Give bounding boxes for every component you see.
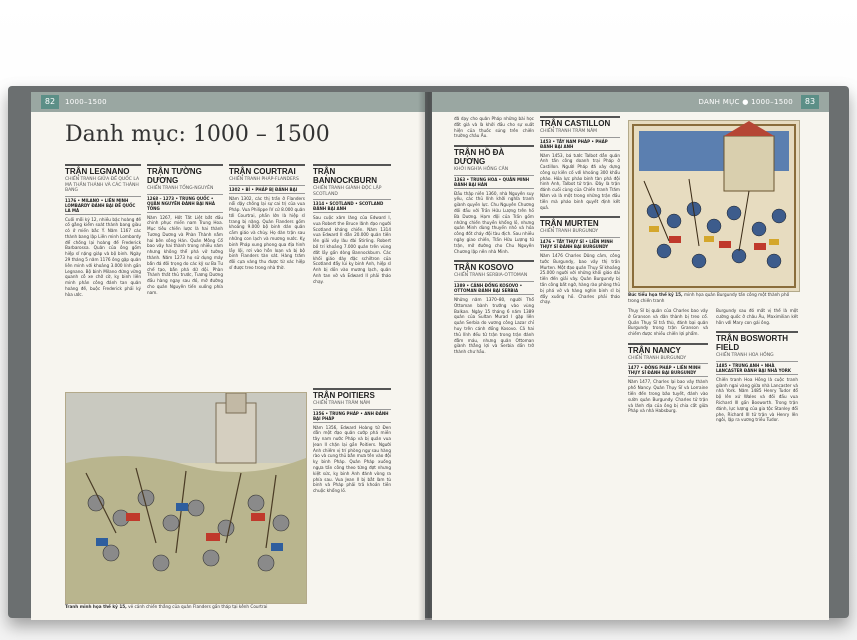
entry-body: Cuối mỗi kỷ 12, nhiều bậc hoàng đế cố gắng kiểm soát thành bang giàu có ở miền bắc Ý. Năm 1167 các thành bang lập Liên minh Lombardy để chống lại hoàng đế Frederick Barbarossa. Quân của ông gồm hiệp sĩ nặng giáp và bộ binh. Ngày 29 tháng 5 năm 1176 ông gặp quân liên minh với khoảng 3.000 lính gần Legnano. Bộ binh Milano đứng vững quanh cỗ xe chở cờ, kỵ binh liên minh phản công đánh tan quân hoàng đế, buộc Frederick phải ký hòa ước. <box>65 216 141 297</box>
entry-body: Những năm 1370–80, người Thổ Ottoman bành trướng vào vùng Balkan. Ngày 15 tháng 6 năm 1389 quân của Sultan Murad I gặp liên quân Serbia do vương công Lazar chỉ huy trên cánh đồng Kosovo. Cả hai thủ lĩnh đều tử trận trong trận đánh đẫm máu, nhưng quân Ottoman giành thắng lợi và Serbia dần trở thành chư hầu. <box>454 296 534 355</box>
manuscript-illustration-right <box>628 120 800 292</box>
left-column-4 <box>313 164 391 384</box>
battle-illustration-left <box>65 392 307 604</box>
entry-body: Đầu thập niên 1360, nhà Nguyên suy yếu, các thủ lĩnh khởi nghĩa tranh giành quyền lực. Chu Nguyên Chương đối đầu với Trần Hữu Lượng trên hồ Bà Dương. Hạm đội của Trần gồm những chiến thuyền khổng lồ, nhưng quân Minh dùng thuyền nhỏ và hỏa công đốt cháy đội tàu địch. Sau nhiều ngày giao chiến, Trần Hữu Lượng tử trận, mở đường cho Chu Nguyên Chương lập nên nhà Minh. <box>454 190 534 254</box>
caption-lead: Bức tiểu họa thế kỷ 15, <box>628 292 683 297</box>
entry-subtitle: CHIẾN TRANH SERBIA-OTTOMAN <box>454 273 528 279</box>
entry-body: Năm 1356, Edward Hoàng tử Đen dẫn một đạo quân cướp phá miền tây nam nước Pháp và bị quân vua Jean II chặn lại gần Poitiers. Người Anh chiếm vị trí phòng ngự sau hàng rào và cung thủ bắn mưa tên vào đội kỵ binh Pháp. Quân Pháp xuống ngựa tấn công theo từng đợt nhưng kiệt sức, kỵ binh Anh đánh vòng ra phía sau. Vua Jean II bị bắt làm tù binh và Pháp phải trả khoản tiền chuộc khổng lồ. <box>313 424 391 494</box>
entry-title: TRẬN BANNOCKBURN <box>313 164 391 185</box>
entry-subtitle: CHIẾN TRANH TRĂM NĂM <box>540 129 598 134</box>
entry-subtitle: CHIẾN TRANH BURGUNDY <box>540 229 599 235</box>
right-image-caption <box>628 292 798 303</box>
entry-subtitle: CHIẾN TRANH TỐNG-NGUYÊN <box>147 186 214 191</box>
entry-title: TRẬN HỒ ĐÀ DƯƠNG <box>454 145 534 166</box>
entry-body: Chiến tranh Hoa Hồng là cuộc tranh giành ngai vàng giữa nhà Lancaster và nhà York. Năm 1485 Henry Tudor đổ bộ lên xứ Wales và đối đầu vua Richard III gần Bosworth. Trong trận đánh, lực lượng của gia tộc Stanley đổi phe, Richard III tử trận và Henry lên ngôi, lập ra vương triều Tudor. <box>716 376 798 423</box>
entry-body: Sau cuộc xâm lăng của Edward I, vua Robert the Bruce lãnh đạo người Scotland kháng chiến. Năm 1314 vua Edward II dẫn 20.000 quân tiến lên giải vây lâu đài Stirling. Robert bố trí khoảng 7.000 quân trên vùng đất lầy gần dòng Bannockburn. Các khối giáo dày đặc schiltron của Scotland đẩy lùi kỵ binh Anh, hiệp sĩ Anh bị dồn vào mương lạch, quân Anh tan vỡ và Edward II phải tháo chạy. <box>313 215 391 284</box>
entry-meta: 1268 – 1273 • TRUNG QUỐC • QUÂN NGUYÊN ĐÁNH BẠI NHÀ TỐNG <box>147 194 223 213</box>
continued-text: Thụy Sĩ bị quân của Charles bao vây ở Granson và dân thành bị treo cổ. Quân Thụy Sĩ trả thù, đánh bại quân Burgundy trong trận Granson và chiếm được nhiều chiến lợi phẩm. <box>628 308 708 337</box>
entry-subtitle: CHIẾN TRANH GIỮA ĐẾ QUỐC LA MÃ THẦN THÁNH VÀ CÁC THÀNH BANG <box>65 177 140 193</box>
entry-body: Năm 1477, Charles lại bao vây thành phố Nancy. Quân Thụy Sĩ và Lorraine tiến đến trong bão tuyết, đánh vào sườn quân Burgundy. Charles tử trận và lãnh địa của ông bị chia cắt giữa Pháp và nhà Habsburg. <box>628 379 708 414</box>
battle-scene-icon <box>66 393 306 603</box>
entry-body: Năm 1453, bá tước Talbot dẫn quân Anh tấn công doanh trại Pháp ở Castillon. Người Pháp đã xây dựng công sự kiên cố với khoảng 300 khẩu pháo. Hỏa lực pháo binh tàn phá đội hình Anh, Talbot tử trận. Đây là trận đánh cuối cùng của Chiến tranh Trăm Năm và là một trong những trận đầu tiên mà pháo binh quyết định kết quả. <box>540 152 620 210</box>
entry-tuong-duong <box>147 164 223 296</box>
continued-text: đã dạy cho quân Pháp những bài học đắt giá và là khởi đầu cho sự xuất hiện của thuốc súng trên chiến trường châu Âu. <box>454 116 534 139</box>
entry-subtitle: CHIẾN TRANH PHÁP-FLANDERS <box>229 177 299 182</box>
left-page-number: 82 <box>41 95 59 109</box>
entry-ho-da-duong <box>454 145 534 254</box>
entry-meta: 1477 • ĐÔNG PHÁP • LIÊN MINH THỤY SĨ ĐÁNH BẠI BURGUNDY <box>628 363 708 377</box>
entry-meta: 1389 • CÁNH ĐỒNG KOSOVO • OTTOMAN ĐÁNH BẠI SERBIA <box>454 281 534 295</box>
page-title: Danh mục: 1000 – 1500 <box>65 122 330 147</box>
left-page <box>31 92 425 620</box>
entry-courtrai <box>229 164 305 271</box>
entry-meta: 1176 • MILANO • LIÊN MINH LOMBARDY ĐÁNH BẠI ĐẾ QUỐC LA MÃ <box>65 196 141 215</box>
entry-body: Năm 1267, Hốt Tất Liệt bắt đầu chinh phục miền nam Trung Hoa. Mục tiêu chiến lược là hai thành Tương Dương và Phàn Thành nằm hai bên sông Hán. Quân Mông Cổ bao vây hai thành trong nhiều năm nhưng không thể phá vỡ tường thành. Năm 1273 họ sử dụng máy bắn đá đối trọng do các kỹ sư Ba Tư chế tạo, bắn phá dữ dội. Phàn Thành thất thủ trước, Tương Dương đầu hàng ngay sau đó, mở đường cho quân Nguyên tiến xuống phía nam. <box>147 214 223 295</box>
right-page-number: 83 <box>801 95 819 109</box>
entry-body: Năm 1476 Charles Dũng cảm, công tước Burgundy, bao vây thị trấn Murten. Một đạo quân Thụy Sĩ khoảng 25.000 người với những khối giáo dài tiến đến giải vây. Quân Burgundy bị tấn công bất ngờ, hàng rào phòng thủ bị phá vỡ và hàng nghìn binh sĩ bị đẩy xuống hồ. Charles phải tháo chạy. <box>540 252 620 305</box>
entry-title: TRẬN NANCY <box>628 343 708 355</box>
left-column-4-lower <box>313 388 391 618</box>
entry-bosworth <box>716 331 798 423</box>
entry-subtitle: KHỞI NGHĨA HỒNG CÂN <box>454 167 509 173</box>
entry-body: Năm 1302, các thị trấn ở Flanders nổi dậy chống lại sự cai trị của vua Pháp. Vua Philippe IV cử 8.000 quân tới Courtrai, phần lớn là hiệp sĩ trang bị nặng. Quân Flanders gồm khoảng 9.000 bộ binh dân quân cầm giáo và chùy. Họ dàn trận sau những con lạch và mương nước. Kỵ binh Pháp xung phong qua địa hình lầy lội, rơi vào hỗn loạn và bị bộ binh Flanders tàn sát. Hàng trăm đôi cựa vàng thu được từ xác hiệp sĩ được treo trong nhà thờ. <box>229 195 305 271</box>
right-running-head: DANH MỤC ● 1000–1500 <box>698 98 793 106</box>
entry-title: TRẬN TƯỜNG DƯƠNG <box>147 164 223 185</box>
left-running-head: 1000–1500 <box>65 98 107 106</box>
entry-title: TRẬN MURTEN <box>540 216 620 228</box>
caption-text: vẽ cảnh chiến thắng của quân Flanders gần tháp tại kênh Courtrai <box>128 604 268 609</box>
entry-poitiers <box>313 388 391 494</box>
siege-scene-icon <box>629 121 799 291</box>
entry-subtitle: CHIẾN TRANH TRĂM NĂM <box>313 401 371 406</box>
entry-meta: 1356 • TRUNG PHÁP • ANH ĐÁNH BẠI PHÁP <box>313 409 391 423</box>
continued-text: Burgundy sau đó mất vị thế là một cường quốc ở châu Âu, Maximilian kết hôn với Mary con gái ông. <box>716 308 798 325</box>
entry-bannockburn <box>313 164 391 285</box>
entry-legnano <box>65 164 141 298</box>
left-image-caption <box>65 604 305 610</box>
entry-subtitle: CHIẾN TRANH HOA HỒNG <box>716 353 774 359</box>
entry-meta: 1314 • SCOTLAND • SCOTLAND ĐÁNH BẠI ANH <box>313 199 391 213</box>
entry-title: TRẬN KOSOVO <box>454 260 534 272</box>
right-column-3 <box>628 308 708 614</box>
entry-meta: 1485 • TRUNG ANH • NHÀ LANCASTER ĐÁNH BẠI NHÀ YORK <box>716 361 798 375</box>
caption-lead: Tranh minh họa thế kỷ 15, <box>65 604 127 609</box>
right-column-1 <box>454 116 534 614</box>
entry-murten <box>540 216 620 305</box>
entry-nancy <box>628 343 708 414</box>
caption-text: minh họa quân Burgundy tấn công một thành phố trong chiến tranh <box>628 292 790 303</box>
right-column-4 <box>716 308 798 614</box>
entry-castillon <box>540 116 620 210</box>
entry-meta: 1453 • TÂY NAM PHÁP • PHÁP ĐÁNH BẠI ANH <box>540 137 620 151</box>
entry-title: TRẬN BOSWORTH FIELD <box>716 331 798 352</box>
entry-subtitle: CHIẾN TRANH GIÀNH ĐỘC LẬP SCOTLAND <box>313 186 382 197</box>
right-column-2 <box>540 116 620 614</box>
entry-kosovo <box>454 260 534 354</box>
entry-subtitle: CHIẾN TRANH BURGUNDY <box>628 355 687 361</box>
entry-title: TRẬN POITIERS <box>313 388 391 400</box>
entry-meta: 1302 • BỈ • PHÁP BỊ ĐÁNH BẠI <box>229 185 305 194</box>
entry-title: TRẬN COURTRAI <box>229 164 305 176</box>
right-page <box>432 92 829 620</box>
entry-meta: 1363 • TRUNG HOA • QUÂN MINH ĐÁNH BẠI HÁN <box>454 175 534 189</box>
entry-title: TRẬN CASTILLON <box>540 116 620 128</box>
entry-title: TRẬN LEGNANO <box>65 164 141 176</box>
entry-meta: 1476 • TÂY THỤY SĨ • LIÊN MINH THỤY SĨ ĐÁNH BẠI BURGUNDY <box>540 237 620 251</box>
